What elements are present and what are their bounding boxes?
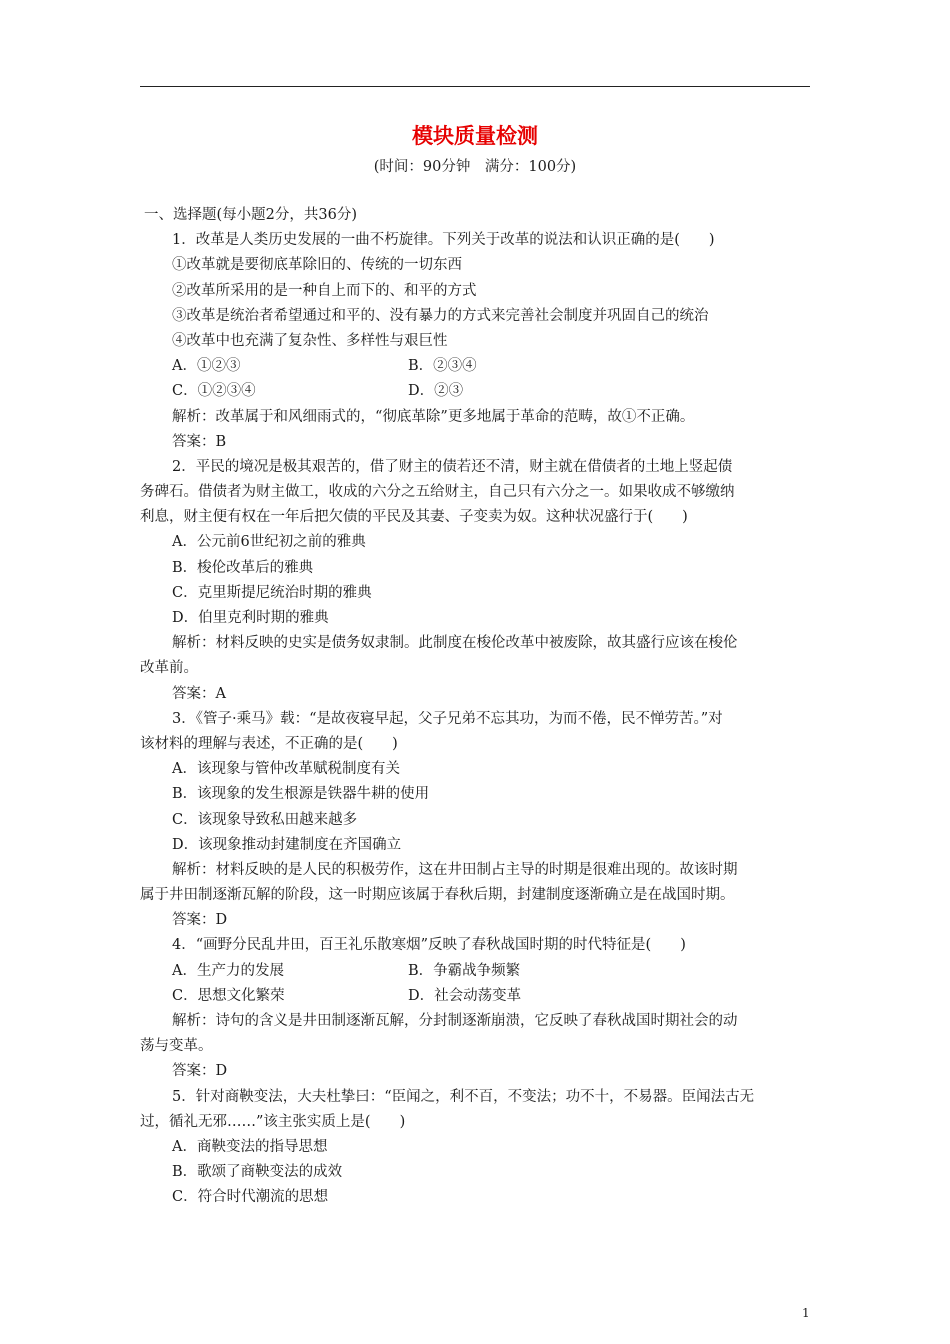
q1-item-2: ②改革所采用的是一种自上而下的、和平的方式 bbox=[172, 282, 477, 299]
q1-item-3: ③改革是统治者希望通过和平的、没有暴力的方式来完善社会制度并巩固自己的统治 bbox=[172, 307, 709, 324]
q5-stem-line-1: 5．针对商鞅变法，大夫杜挚曰：“臣闻之，利不百，不变法；功不十，不易器。臣闻法古无 bbox=[172, 1088, 755, 1105]
q4-option-a: A．生产力的发展 bbox=[172, 962, 284, 979]
section-heading: 一、选择题(每小题2分，共36分) bbox=[144, 207, 357, 223]
q3-analysis-line-2: 属于井田制逐渐瓦解的阶段，这一时期应该属于春秋后期，封建制度逐渐确立是在战国时期。 bbox=[140, 887, 735, 904]
q5-stem-line-2: 过，循礼无邪……”该主张实质上是( ) bbox=[140, 1113, 406, 1130]
q3-option-d: D．该现象推动封建制度在齐国确立 bbox=[172, 836, 402, 853]
q3-analysis-line-1: 解析：材料反映的是人民的积极劳作，这在井田制占主导的时期是很难出现的。故该时期 bbox=[172, 861, 738, 878]
q2-option-b: B．梭伦改革后的雅典 bbox=[172, 559, 314, 576]
q4-options-row-1 bbox=[172, 959, 812, 984]
q4-option-d: D．社会动荡变革 bbox=[408, 987, 522, 1004]
q4-options-row-2 bbox=[172, 984, 812, 1009]
document-title: 模块质量检测 bbox=[412, 124, 538, 148]
q5-option-b: B．歌颂了商鞅变法的成效 bbox=[172, 1164, 343, 1181]
q2-option-a: A．公元前6世纪初之前的雅典 bbox=[172, 534, 366, 551]
q2-answer: 答案：A bbox=[172, 685, 226, 702]
q1-options-row-2 bbox=[172, 379, 812, 404]
q3-option-b: B．该现象的发生根源是铁器牛耕的使用 bbox=[172, 786, 430, 803]
page-number: 1 bbox=[802, 1306, 810, 1320]
q1-answer: 答案：B bbox=[172, 433, 227, 450]
q4-option-b: B．争霸战争频繁 bbox=[408, 962, 521, 979]
q1-option-a: A．①②③ bbox=[172, 358, 241, 375]
q1-option-d: D．②③ bbox=[408, 383, 464, 400]
q5-option-c: C．符合时代潮流的思想 bbox=[172, 1189, 329, 1206]
q2-stem-line-1: 2．平民的境况是极其艰苦的，借了财主的债若还不清，财主就在借债者的土地上竖起债 bbox=[172, 458, 733, 475]
q2-option-d: D．伯里克利时期的雅典 bbox=[172, 610, 329, 626]
q2-stem-line-3: 利息，财主便有权在一年后把欠债的平民及其妻、子变卖为奴。这种状况盛行于( ) bbox=[140, 509, 688, 526]
q1-item-4: ④改革中也充满了复杂性、多样性与艰巨性 bbox=[172, 332, 448, 349]
q1-item-1: ①改革就是要彻底革除旧的、传统的一切东西 bbox=[172, 257, 462, 274]
q2-stem-line-2: 务碑石。借债者为财主做工，收成的六分之五给财主，自己只有六分之一。如果收成不够缴纳 bbox=[140, 484, 735, 501]
q1-options-row-1 bbox=[172, 354, 812, 379]
q4-option-c: C．思想文化繁荣 bbox=[172, 987, 285, 1004]
q1-analysis: 解析：改革属于和风细雨式的，“彻底革除”更多地属于革命的范畴，故①不正确。 bbox=[172, 408, 695, 425]
q3-answer: 答案：D bbox=[172, 912, 228, 929]
q4-analysis-line-2: 荡与变革。 bbox=[140, 1038, 213, 1055]
q1-option-c: C．①②③④ bbox=[172, 383, 256, 400]
q1-stem: 1．改革是人类历史发展的一曲不朽旋律。下列关于改革的说法和认识正确的是( ) bbox=[172, 232, 715, 249]
q2-analysis-line-1: 解析：材料反映的史实是债务奴隶制。此制度在梭伦改革中被废除，故其盛行应该在梭伦 bbox=[172, 635, 738, 652]
q4-stem: 4．“画野分民乱井田，百王礼乐散寒烟”反映了春秋战国时期的时代特征是( ) bbox=[172, 937, 686, 954]
exam-time-score: (时间：90分钟 满分：100分) bbox=[373, 159, 577, 175]
q2-analysis-line-2: 改革前。 bbox=[140, 660, 198, 677]
q3-stem-line-2: 该材料的理解与表述，不正确的是( ) bbox=[140, 735, 398, 752]
q3-stem-line-1: 3．《管子·乘马》载：“是故夜寝早起，父子兄弟不忘其功，为而不倦，民不惮劳苦。”对 bbox=[172, 710, 723, 727]
q3-option-c: C．该现象导致私田越来越多 bbox=[172, 811, 358, 828]
header-rule bbox=[140, 86, 810, 87]
document-body bbox=[140, 203, 812, 1211]
q1-option-b: B．②③④ bbox=[408, 358, 477, 375]
q5-option-a: A．商鞅变法的指导思想 bbox=[172, 1138, 328, 1155]
q4-analysis-line-1: 解析：诗句的含义是井田制逐渐瓦解，分封制逐渐崩溃，它反映了春秋战国时期社会的动 bbox=[172, 1013, 738, 1029]
q2-option-c: C．克里斯提尼统治时期的雅典 bbox=[172, 584, 372, 601]
q4-answer: 答案：D bbox=[172, 1063, 228, 1080]
q3-option-a: A．该现象与管仲改革赋税制度有关 bbox=[172, 761, 400, 778]
